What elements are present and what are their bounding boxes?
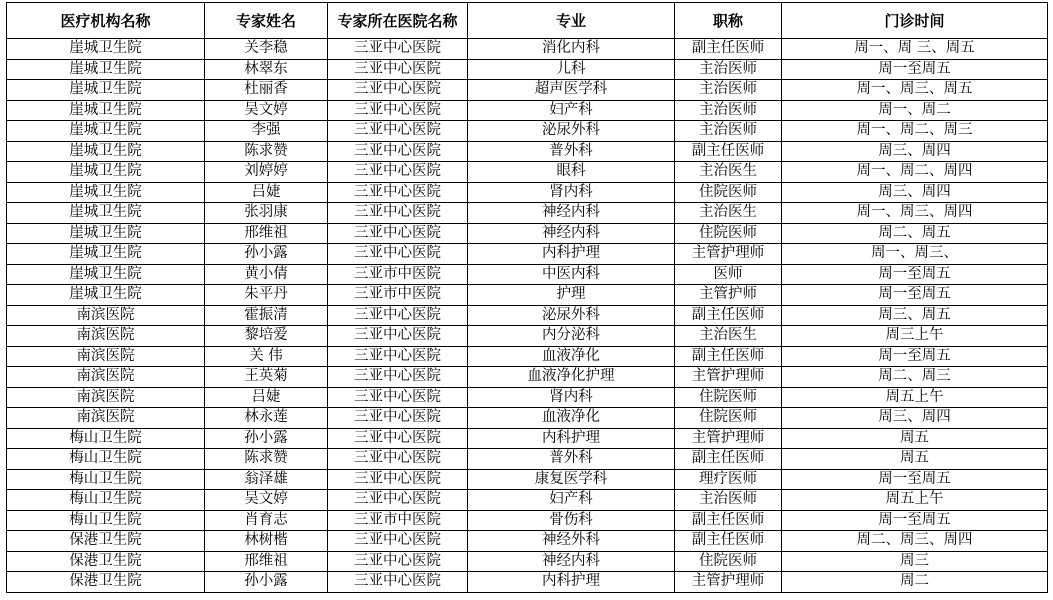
cell-title: 副主任医师 (675, 39, 782, 60)
cell-title: 医师 (675, 264, 782, 285)
cell-institution: 崖城卫生院 (7, 203, 205, 224)
cell-clinic-time: 周五 (782, 449, 1048, 470)
cell-title: 住院医师 (675, 387, 782, 408)
cell-expert-hospital: 三亚中心医院 (328, 387, 468, 408)
table-header (7, 3, 1048, 39)
cell-institution: 保港卫生院 (7, 551, 205, 572)
cell-clinic-time: 周三、周四 (782, 408, 1048, 429)
cell-specialty: 内科护理 (468, 428, 675, 449)
cell-expert-name: 吕婕 (205, 387, 328, 408)
table-row (7, 39, 1048, 60)
cell-expert-name: 王英菊 (205, 367, 328, 388)
cell-expert-hospital: 三亚中心医院 (328, 531, 468, 552)
cell-specialty: 内科护理 (468, 572, 675, 593)
cell-expert-hospital: 三亚中心医院 (328, 223, 468, 244)
table-row (7, 326, 1048, 347)
cell-title: 主管护理师 (675, 367, 782, 388)
cell-expert-hospital: 三亚中心医院 (328, 367, 468, 388)
cell-institution: 梅山卫生院 (7, 469, 205, 490)
cell-specialty: 中医内科 (468, 264, 675, 285)
cell-expert-name: 吕婕 (205, 182, 328, 203)
table-row (7, 100, 1048, 121)
cell-expert-hospital: 三亚中心医院 (328, 121, 468, 142)
cell-title: 主治医师 (675, 121, 782, 142)
cell-specialty: 泌尿外科 (468, 305, 675, 326)
cell-clinic-time: 周一、周二 (782, 100, 1048, 121)
cell-expert-hospital: 三亚中心医院 (328, 346, 468, 367)
cell-expert-hospital: 三亚中心医院 (328, 469, 468, 490)
header-specialty: 专业 (468, 3, 675, 39)
cell-expert-name: 吴文婷 (205, 490, 328, 511)
cell-expert-hospital: 三亚中心医院 (328, 428, 468, 449)
cell-institution: 南滨医院 (7, 326, 205, 347)
table-row (7, 305, 1048, 326)
table-row (7, 408, 1048, 429)
cell-clinic-time: 周一、周 三、周五 (782, 39, 1048, 60)
cell-institution: 保港卫生院 (7, 572, 205, 593)
cell-expert-name: 李强 (205, 121, 328, 142)
cell-specialty: 康复医学科 (468, 469, 675, 490)
table-row (7, 428, 1048, 449)
cell-institution: 崖城卫生院 (7, 223, 205, 244)
cell-expert-hospital: 三亚市中医院 (328, 285, 468, 306)
cell-expert-hospital: 三亚中心医院 (328, 572, 468, 593)
cell-clinic-time: 周三 (782, 551, 1048, 572)
cell-clinic-time: 周三、周五 (782, 305, 1048, 326)
cell-expert-hospital: 三亚中心医院 (328, 449, 468, 470)
cell-title: 理疗医师 (675, 469, 782, 490)
cell-title: 主管护理师 (675, 572, 782, 593)
cell-expert-name: 林树楷 (205, 531, 328, 552)
cell-clinic-time: 周一至周五 (782, 510, 1048, 531)
cell-expert-name: 孙小露 (205, 244, 328, 265)
cell-specialty: 血液净化 (468, 346, 675, 367)
table-row (7, 203, 1048, 224)
cell-clinic-time: 周五上午 (782, 387, 1048, 408)
table-body (7, 39, 1048, 593)
table-row (7, 531, 1048, 552)
cell-institution: 梅山卫生院 (7, 510, 205, 531)
cell-expert-name: 邢维祖 (205, 551, 328, 572)
cell-institution: 梅山卫生院 (7, 428, 205, 449)
cell-title: 主治医师 (675, 59, 782, 80)
table-row (7, 80, 1048, 101)
cell-clinic-time: 周一至周五 (782, 285, 1048, 306)
table-row (7, 551, 1048, 572)
cell-institution: 崖城卫生院 (7, 59, 205, 80)
cell-title: 副主任医师 (675, 141, 782, 162)
cell-clinic-time: 周一、周二、周三 (782, 121, 1048, 142)
cell-institution: 崖城卫生院 (7, 121, 205, 142)
header-title: 职称 (675, 3, 782, 39)
cell-expert-name: 孙小露 (205, 572, 328, 593)
cell-title: 主治医师 (675, 80, 782, 101)
cell-expert-name: 关 伟 (205, 346, 328, 367)
cell-specialty: 内分泌科 (468, 326, 675, 347)
cell-title: 副主任医师 (675, 510, 782, 531)
cell-clinic-time: 周三、周四 (782, 182, 1048, 203)
cell-clinic-time: 周一、周三、周五 (782, 80, 1048, 101)
cell-expert-name: 林翠东 (205, 59, 328, 80)
cell-title: 主治医生 (675, 203, 782, 224)
cell-clinic-time: 周二、周五 (782, 223, 1048, 244)
expert-schedule-table (6, 2, 1048, 593)
cell-clinic-time: 周一至周五 (782, 264, 1048, 285)
cell-institution: 梅山卫生院 (7, 490, 205, 511)
cell-specialty: 眼科 (468, 162, 675, 183)
expert-schedule-sheet (6, 2, 1047, 593)
cell-expert-hospital: 三亚中心医院 (328, 490, 468, 511)
cell-specialty: 神经内科 (468, 223, 675, 244)
cell-expert-hospital: 三亚中心医院 (328, 100, 468, 121)
cell-expert-name: 张羽康 (205, 203, 328, 224)
cell-clinic-time: 周三、周四 (782, 141, 1048, 162)
cell-title: 主管护理师 (675, 244, 782, 265)
cell-expert-name: 黄小倩 (205, 264, 328, 285)
cell-institution: 崖城卫生院 (7, 100, 205, 121)
cell-expert-name: 陈求赞 (205, 449, 328, 470)
cell-expert-hospital: 三亚中心医院 (328, 39, 468, 60)
table-row (7, 285, 1048, 306)
header-row (7, 3, 1048, 39)
cell-title: 住院医师 (675, 408, 782, 429)
cell-expert-hospital: 三亚中心医院 (328, 203, 468, 224)
cell-expert-name: 陈求赞 (205, 141, 328, 162)
cell-expert-hospital: 三亚市中医院 (328, 510, 468, 531)
cell-expert-hospital: 三亚中心医院 (328, 244, 468, 265)
table-row (7, 223, 1048, 244)
cell-specialty: 超声医学科 (468, 80, 675, 101)
cell-clinic-time: 周一、周三、周四 (782, 203, 1048, 224)
cell-specialty: 肾内科 (468, 387, 675, 408)
table-row (7, 490, 1048, 511)
cell-specialty: 骨伤科 (468, 510, 675, 531)
cell-expert-hospital: 三亚中心医院 (328, 141, 468, 162)
cell-specialty: 普外科 (468, 449, 675, 470)
cell-expert-name: 关李稳 (205, 39, 328, 60)
cell-specialty: 妇产科 (468, 490, 675, 511)
cell-clinic-time: 周一至周五 (782, 469, 1048, 490)
cell-expert-hospital: 三亚中心医院 (328, 59, 468, 80)
cell-title: 住院医师 (675, 182, 782, 203)
cell-expert-hospital: 三亚中心医院 (328, 305, 468, 326)
cell-expert-name: 霍振清 (205, 305, 328, 326)
cell-specialty: 血液净化护理 (468, 367, 675, 388)
cell-clinic-time: 周二、周三 (782, 367, 1048, 388)
table-row (7, 510, 1048, 531)
table-row (7, 346, 1048, 367)
header-institution: 医疗机构名称 (7, 3, 205, 39)
cell-specialty: 泌尿外科 (468, 121, 675, 142)
cell-expert-name: 朱平丹 (205, 285, 328, 306)
cell-clinic-time: 周二 (782, 572, 1048, 593)
cell-specialty: 消化内科 (468, 39, 675, 60)
cell-specialty: 神经内科 (468, 551, 675, 572)
cell-specialty: 神经内科 (468, 203, 675, 224)
cell-institution: 崖城卫生院 (7, 141, 205, 162)
cell-institution: 南滨医院 (7, 346, 205, 367)
cell-specialty: 内科护理 (468, 244, 675, 265)
table-row (7, 141, 1048, 162)
cell-expert-name: 翁泽雄 (205, 469, 328, 490)
table-row (7, 572, 1048, 593)
table-row (7, 367, 1048, 388)
cell-title: 主治医生 (675, 326, 782, 347)
cell-expert-name: 刘婷婷 (205, 162, 328, 183)
table-row (7, 244, 1048, 265)
cell-expert-hospital: 三亚市中医院 (328, 264, 468, 285)
cell-title: 副主任医师 (675, 531, 782, 552)
cell-institution: 崖城卫生院 (7, 244, 205, 265)
cell-title: 主管护师 (675, 285, 782, 306)
cell-institution: 崖城卫生院 (7, 162, 205, 183)
table-row (7, 469, 1048, 490)
cell-expert-name: 肖育志 (205, 510, 328, 531)
cell-institution: 南滨医院 (7, 305, 205, 326)
cell-institution: 保港卫生院 (7, 531, 205, 552)
cell-title: 主治医师 (675, 100, 782, 121)
table-row (7, 59, 1048, 80)
cell-specialty: 儿科 (468, 59, 675, 80)
cell-clinic-time: 周一至周五 (782, 346, 1048, 367)
cell-institution: 南滨医院 (7, 408, 205, 429)
cell-specialty: 护理 (468, 285, 675, 306)
header-expert-hospital: 专家所在医院名称 (328, 3, 468, 39)
table-row (7, 182, 1048, 203)
cell-clinic-time: 周一、周二、周四 (782, 162, 1048, 183)
cell-institution: 崖城卫生院 (7, 285, 205, 306)
cell-title: 副主任医师 (675, 346, 782, 367)
cell-title: 主管护理师 (675, 428, 782, 449)
table-row (7, 121, 1048, 142)
header-expert-name: 专家姓名 (205, 3, 328, 39)
table-row (7, 449, 1048, 470)
cell-expert-hospital: 三亚中心医院 (328, 80, 468, 101)
cell-expert-name: 邢维祖 (205, 223, 328, 244)
header-clinic-time: 门诊时间 (782, 3, 1048, 39)
table-row (7, 387, 1048, 408)
cell-expert-hospital: 三亚中心医院 (328, 551, 468, 572)
cell-clinic-time: 周五 (782, 428, 1048, 449)
cell-specialty: 肾内科 (468, 182, 675, 203)
cell-expert-name: 杜丽香 (205, 80, 328, 101)
cell-expert-name: 林永莲 (205, 408, 328, 429)
cell-clinic-time: 周二、周三、周四 (782, 531, 1048, 552)
cell-clinic-time: 周一至周五 (782, 59, 1048, 80)
cell-title: 副主任医师 (675, 305, 782, 326)
cell-title: 主治医生 (675, 162, 782, 183)
cell-specialty: 血液净化 (468, 408, 675, 429)
cell-institution: 梅山卫生院 (7, 449, 205, 470)
cell-title: 主治医师 (675, 490, 782, 511)
cell-institution: 崖城卫生院 (7, 80, 205, 101)
cell-title: 副主任医师 (675, 449, 782, 470)
cell-expert-name: 孙小露 (205, 428, 328, 449)
cell-institution: 崖城卫生院 (7, 39, 205, 60)
cell-expert-hospital: 三亚中心医院 (328, 182, 468, 203)
cell-specialty: 神经外科 (468, 531, 675, 552)
cell-title: 住院医师 (675, 223, 782, 244)
cell-institution: 南滨医院 (7, 367, 205, 388)
cell-specialty: 妇产科 (468, 100, 675, 121)
cell-institution: 崖城卫生院 (7, 182, 205, 203)
cell-clinic-time: 周五上午 (782, 490, 1048, 511)
cell-expert-hospital: 三亚中心医院 (328, 162, 468, 183)
table-row (7, 264, 1048, 285)
cell-expert-name: 黎培爱 (205, 326, 328, 347)
table-row (7, 162, 1048, 183)
cell-institution: 崖城卫生院 (7, 264, 205, 285)
cell-specialty: 普外科 (468, 141, 675, 162)
cell-clinic-time: 周一、周三、 (782, 244, 1048, 265)
cell-expert-hospital: 三亚中心医院 (328, 408, 468, 429)
cell-title: 住院医师 (675, 551, 782, 572)
cell-expert-name: 吴文婷 (205, 100, 328, 121)
cell-expert-hospital: 三亚中心医院 (328, 326, 468, 347)
cell-institution: 南滨医院 (7, 387, 205, 408)
cell-clinic-time: 周三上午 (782, 326, 1048, 347)
